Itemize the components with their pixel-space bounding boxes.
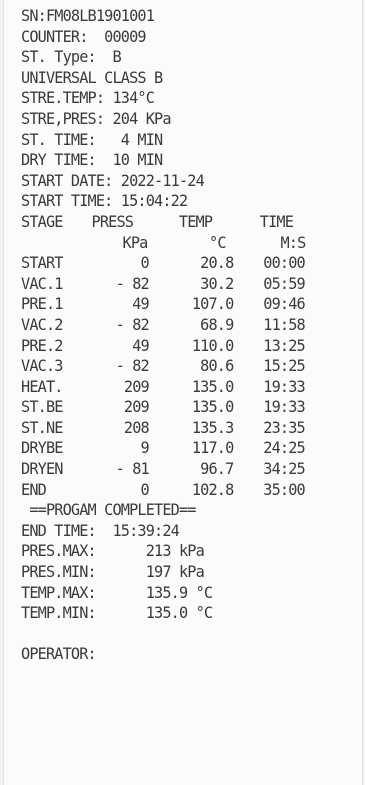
cell-stage: VAC.1: [21, 273, 63, 293]
table-row: [21, 315, 331, 336]
cell-time: 19:33: [263, 397, 305, 417]
spacer: [21, 624, 331, 645]
cell-time: 19:33: [263, 376, 305, 396]
receipt-content: [21, 6, 331, 665]
cell-stage: START: [21, 253, 63, 273]
program-completed: ==PROGAM COMPLETED==: [21, 500, 196, 520]
cell-time: 00:00: [263, 253, 305, 273]
table-row: [21, 274, 331, 295]
counter: COUNTER: 00009: [21, 26, 146, 46]
cell-press: 0: [140, 253, 149, 273]
cell-temp: 117.0: [191, 438, 234, 458]
cell-stage: VAC.2: [21, 314, 63, 334]
table-row: [21, 418, 331, 439]
stre-temp: STRE.TEMP: 134°C: [21, 88, 155, 108]
cell-temp: 107.0: [191, 294, 234, 314]
operator: OPERATOR:: [21, 644, 96, 664]
cell-time: 23:35: [263, 417, 305, 437]
cell-temp: 96.7: [200, 459, 234, 479]
table-row: [21, 397, 331, 418]
column-header-stage: STAGE: [21, 211, 63, 231]
cell-press: 49: [132, 335, 149, 355]
cell-press: 209: [123, 376, 149, 396]
table-row: [21, 294, 331, 315]
cell-time: 15:25: [263, 356, 305, 376]
table-row: [21, 377, 331, 398]
cell-press: 49: [132, 294, 149, 314]
cell-temp: 135.3: [191, 417, 234, 437]
cell-temp: 80.6: [200, 356, 234, 376]
cell-time: 05:59: [263, 273, 305, 293]
cell-temp: 20.8: [200, 253, 234, 273]
cell-press: - 81: [115, 459, 149, 479]
table-row: [21, 356, 331, 377]
temp-max: TEMP.MAX: 135.9 °C: [21, 582, 213, 602]
table-row: [21, 459, 331, 480]
table-row: [21, 438, 331, 459]
table-header: [21, 212, 331, 233]
cell-time: 13:25: [263, 335, 305, 355]
cell-temp: 135.0: [191, 397, 234, 417]
cell-stage: ST.BE: [21, 397, 63, 417]
pres-min: PRES.MIN: 197 kPa: [21, 562, 204, 582]
table-row: [21, 480, 331, 501]
column-header-temp: TEMP: [178, 211, 213, 231]
sterilizer-receipt: [3, 0, 363, 785]
st-type: ST. Type: B: [21, 47, 121, 67]
dry-time: DRY TIME: 10 MIN: [21, 150, 163, 170]
cell-stage: PRE.2: [21, 335, 63, 355]
cycle-class: UNIVERSAL CLASS B: [21, 67, 163, 87]
unit-degc: °C: [209, 232, 226, 252]
table-body: [21, 253, 331, 500]
cell-time: 34:25: [263, 459, 305, 479]
cell-temp: 68.9: [200, 314, 234, 334]
cell-press: - 82: [115, 314, 149, 334]
cell-time: 35:00: [263, 479, 305, 499]
cell-stage: VAC.3: [21, 356, 63, 376]
table-units: [21, 233, 331, 254]
unit-ms: M:S: [280, 232, 306, 252]
cell-stage: END: [21, 479, 46, 499]
cell-press: - 82: [115, 273, 149, 293]
cell-temp: 30.2: [200, 273, 234, 293]
cell-time: 24:25: [263, 438, 305, 458]
cell-temp: 110.0: [191, 335, 234, 355]
cell-temp: 102.8: [191, 479, 234, 499]
start-time: START TIME: 15:04:22: [21, 191, 188, 211]
cell-press: 0: [140, 479, 149, 499]
end-time: END TIME: 15:39:24: [21, 520, 179, 540]
cell-stage: DRYBE: [21, 438, 63, 458]
serial-number: SN:FM08LB1901001: [21, 6, 155, 25]
cell-stage: PRE.1: [21, 294, 63, 314]
cell-press: - 82: [115, 356, 149, 376]
cell-press: 9: [140, 438, 149, 458]
unit-kpa: KPa: [122, 232, 148, 252]
table-row: [21, 336, 331, 357]
column-header-press: PRESS: [91, 211, 134, 231]
start-date: START DATE: 2022-11-24: [21, 170, 204, 190]
cell-temp: 135.0: [191, 376, 234, 396]
cell-time: 11:58: [263, 314, 305, 334]
cell-stage: DRYEN: [21, 459, 63, 479]
cell-press: 208: [123, 417, 149, 437]
cell-press: 209: [123, 397, 149, 417]
cell-stage: HEAT.: [21, 376, 63, 396]
cell-time: 09:46: [263, 294, 305, 314]
cell-stage: ST.NE: [21, 417, 63, 437]
st-time: ST. TIME: 4 MIN: [21, 129, 163, 149]
pres-max: PRES.MAX: 213 kPa: [21, 541, 204, 561]
temp-min: TEMP.MIN: 135.0 °C: [21, 603, 213, 623]
column-header-time: TIME: [259, 211, 294, 231]
stre-pres: STRE,PRES: 204 KPa: [21, 108, 171, 128]
table-row: [21, 253, 331, 274]
